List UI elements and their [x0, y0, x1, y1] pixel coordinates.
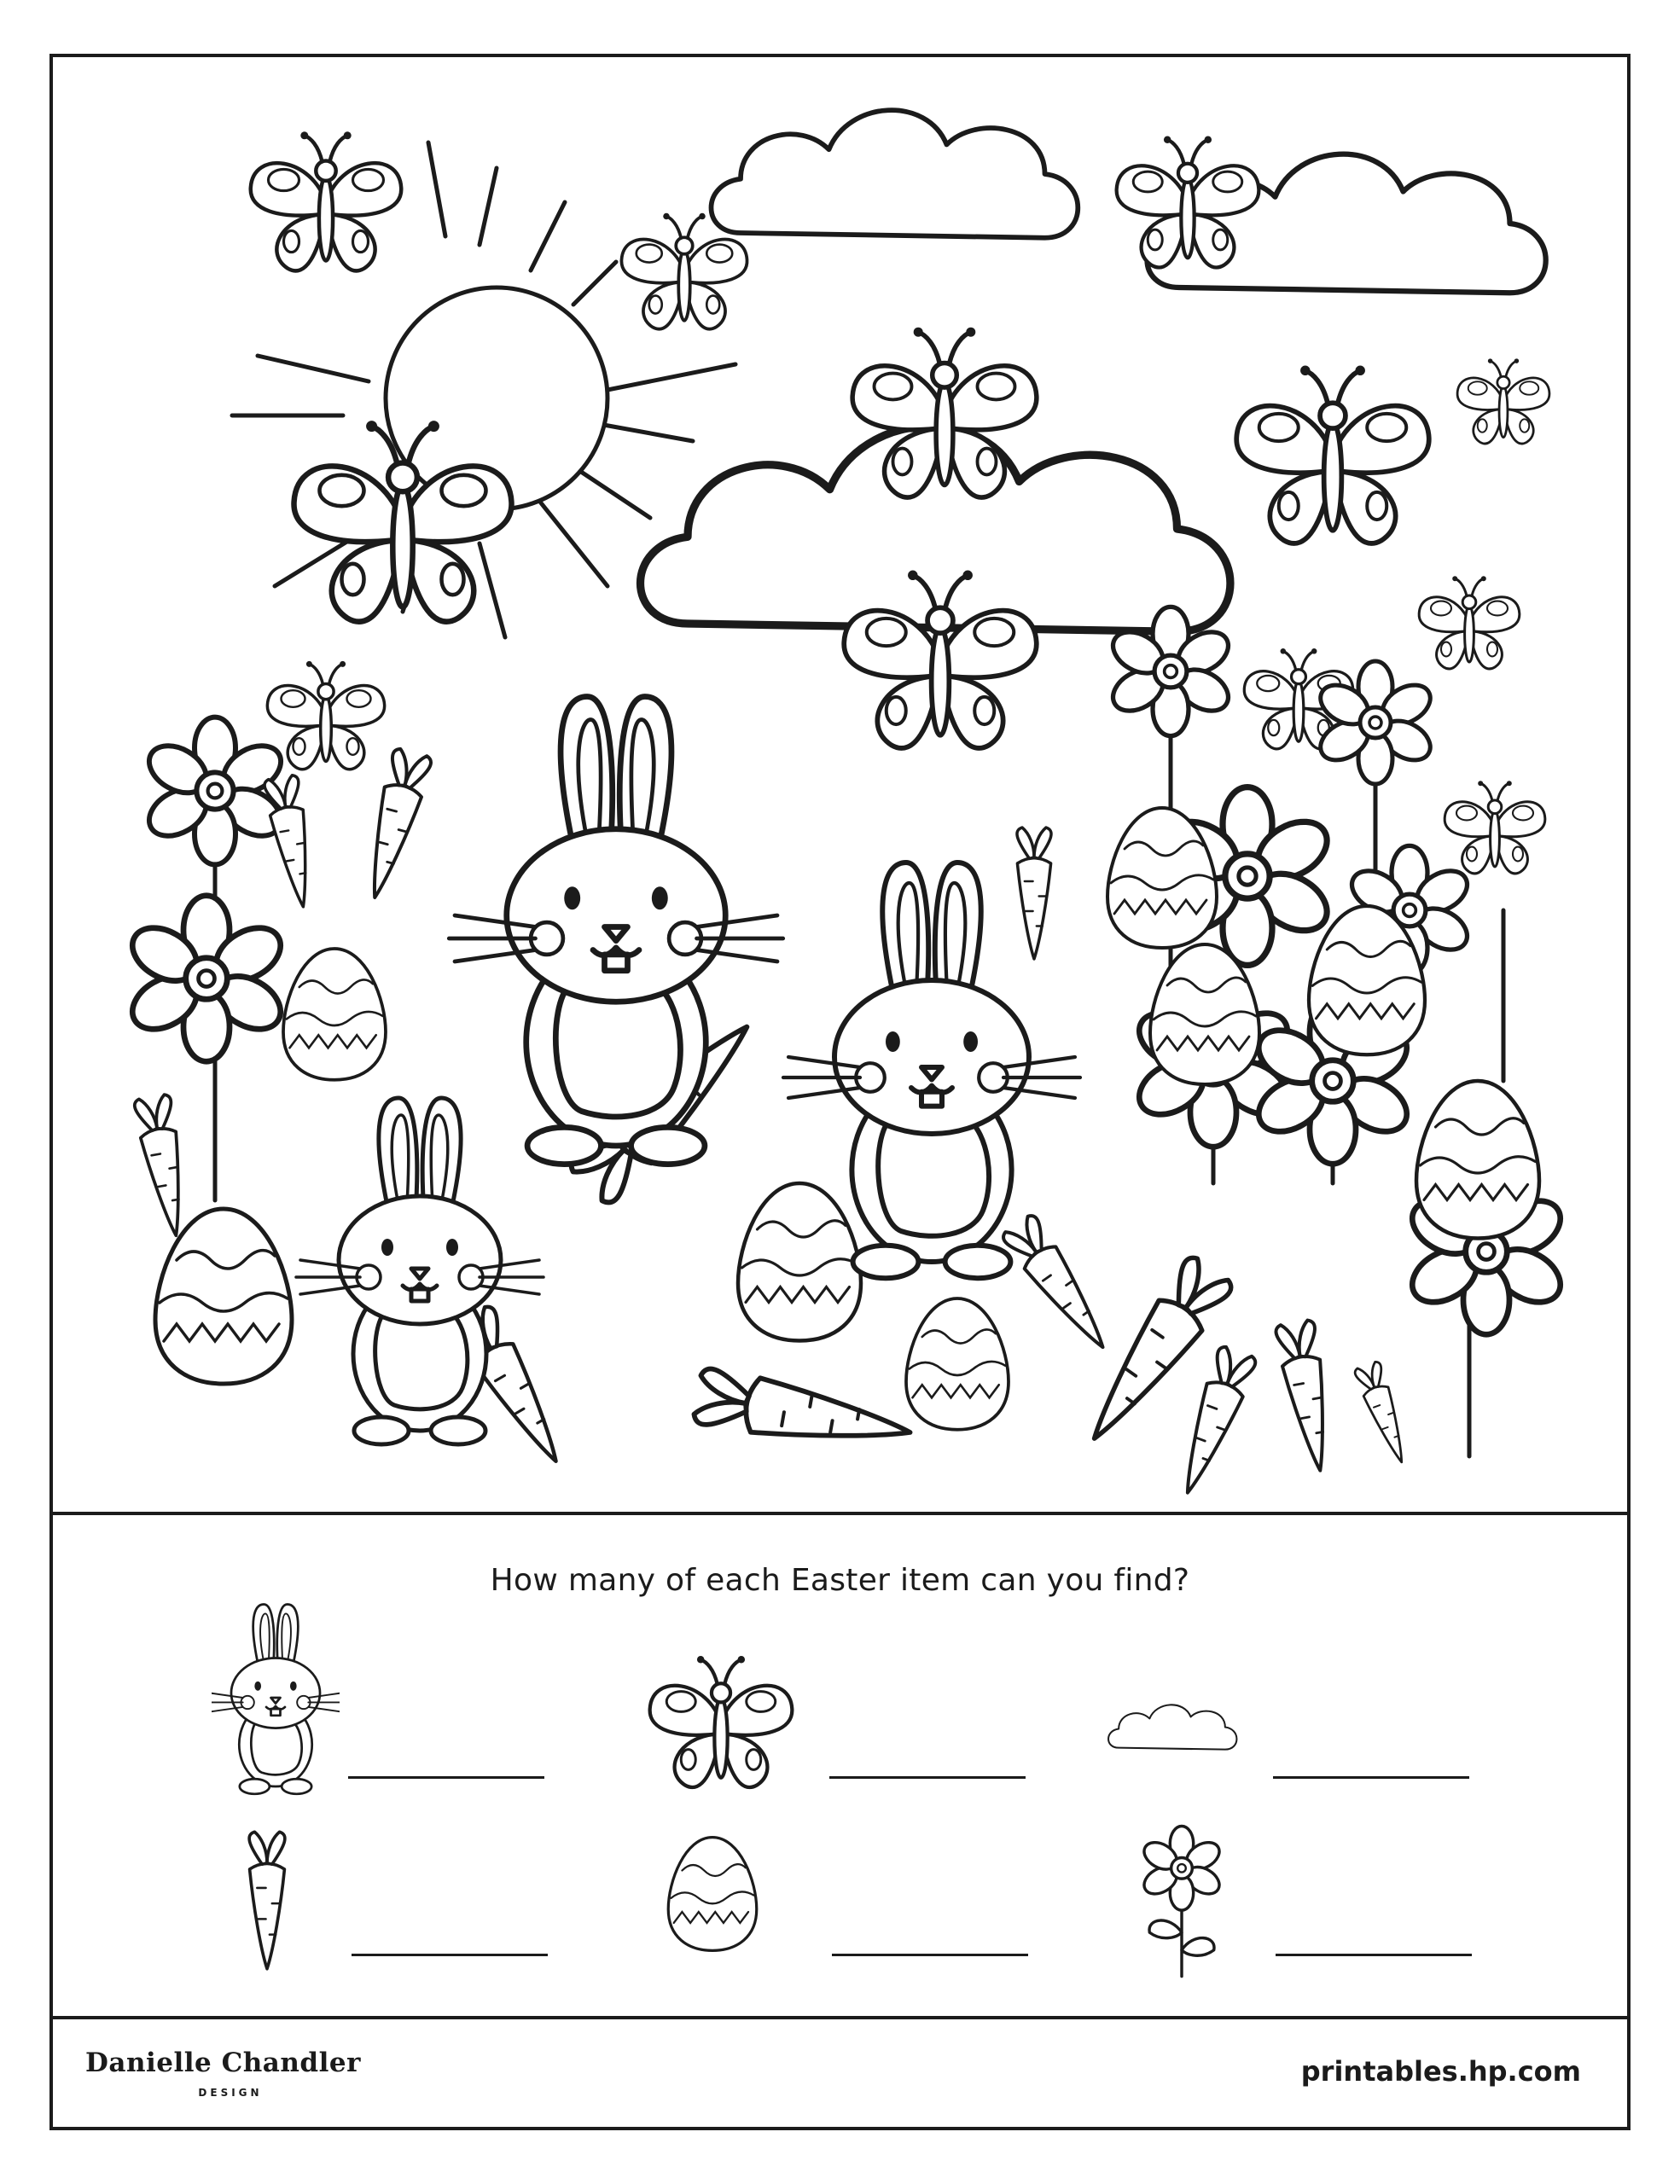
carrot-icon	[1001, 1213, 1119, 1358]
footer-divider	[49, 2016, 1631, 2019]
question-heading: How many of each Easter item can you find?	[490, 1563, 1190, 1598]
carrot-icon	[1354, 1361, 1415, 1467]
egg-icon	[1416, 1081, 1539, 1239]
carrot-icon	[134, 1094, 195, 1239]
butterfly-icon	[267, 661, 384, 770]
brand-logo	[85, 2048, 392, 2116]
egg-icon	[666, 1834, 759, 1954]
bunny-icon	[449, 697, 783, 1165]
flower-icon	[123, 896, 289, 1061]
egg-icon	[738, 1183, 861, 1341]
cloud-count-line[interactable]	[1273, 1776, 1469, 1779]
butterfly-icon	[1445, 781, 1545, 874]
carrot-icon	[356, 747, 433, 903]
egg-count-line[interactable]	[832, 1954, 1028, 1956]
brand-subtitle: DESIGN	[198, 2087, 263, 2099]
carrot-count-line[interactable]	[352, 1954, 548, 1956]
butterfly-icon	[640, 1651, 802, 1796]
carrot-icon	[1275, 1319, 1340, 1473]
cloud-icon	[712, 110, 1078, 238]
egg-icon	[283, 949, 386, 1080]
easter-coloring-scene	[53, 57, 1627, 1512]
section-divider	[49, 1512, 1631, 1515]
bunny-icon	[212, 1600, 340, 1796]
butterfly-icon	[251, 131, 402, 270]
flower-icon	[1135, 1821, 1229, 1979]
butterfly-icon	[1457, 358, 1549, 444]
butterfly-icon	[1236, 366, 1429, 543]
carrot-icon	[1017, 828, 1051, 959]
cloud-icon	[1103, 1693, 1244, 1757]
brand-name: Danielle Chandler	[85, 2048, 361, 2078]
butterfly-count-line[interactable]	[829, 1776, 1026, 1779]
carrot-icon	[693, 1368, 916, 1461]
butterfly-icon	[1419, 576, 1520, 669]
flower-count-line[interactable]	[1276, 1954, 1472, 1956]
carrot-icon	[264, 775, 320, 910]
bunny-count-line[interactable]	[348, 1776, 544, 1779]
carrot-icon	[1169, 1345, 1257, 1499]
website-link[interactable]: printables.hp.com	[1300, 2055, 1581, 2088]
egg-icon	[906, 1298, 1009, 1430]
carrot-icon	[220, 1826, 314, 1975]
